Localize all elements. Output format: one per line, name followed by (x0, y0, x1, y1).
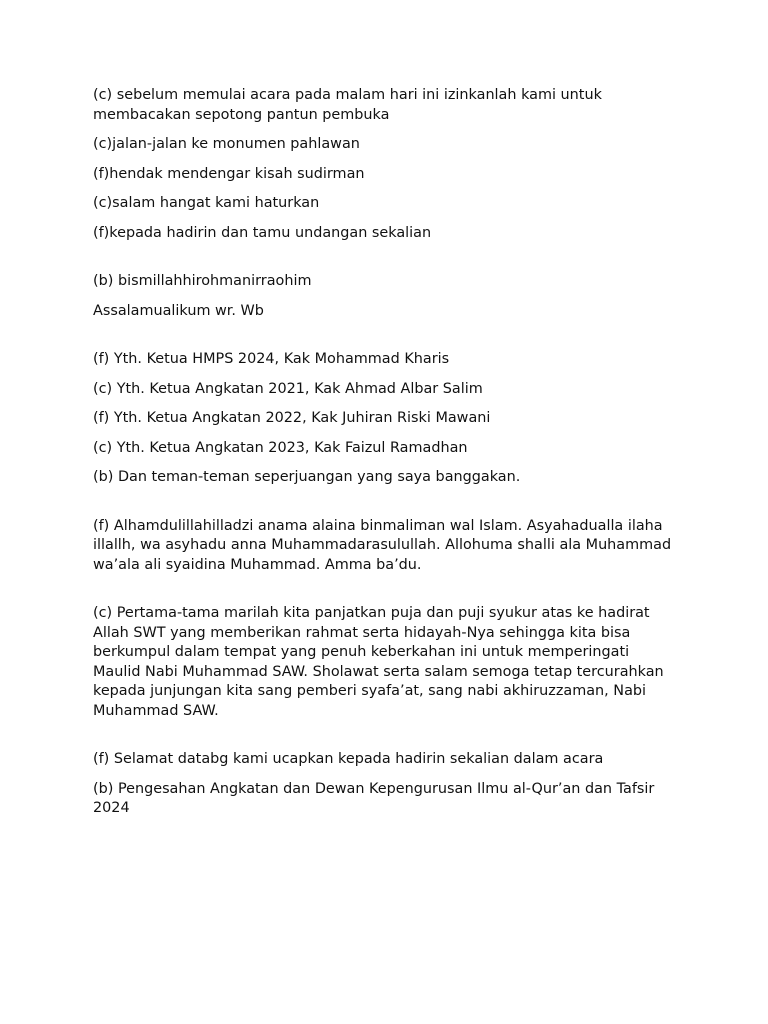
paragraph: (b) bismillahhirohmanirraohim (93, 273, 312, 289)
paragraph: (c)jalan-jalan ke monumen pahlawan (93, 136, 360, 152)
blank-line (93, 731, 673, 750)
blank-line (93, 253, 673, 272)
paragraph: Assalamualikum wr. Wb (93, 302, 264, 319)
document-page (93, 86, 673, 829)
paragraph: (c) Yth. Ketua Angkatan 2021, Kak Ahmad Albar Salim (93, 380, 483, 397)
paragraph: (f) Alhamdulillahilladzi anama alaina binmaliman wal Islam. Asyahadualla ilaha illallh, wa asyhadu anna Muhammadarasulullah. Allohuma shalli ala Muhammad wa’ala ali syaidina Muhammad. Amma ba’du. (93, 517, 672, 573)
paragraph: (f) Selamat databg kami ucapkan kepada hadirin sekalian dalam acara (93, 751, 604, 767)
blank-line (93, 585, 673, 604)
blank-line (93, 331, 673, 350)
paragraph: (c) Yth. Ketua Angkatan 2023, Kak Faizul Ramadhan (93, 439, 468, 456)
paragraph: (f)hendak mendengar kisah sudirman (93, 165, 365, 182)
paragraph: (c) sebelum memulai acara pada malam hari ini izinkanlah kami untuk membacakan sepotong pantun pembuka (93, 87, 602, 123)
paragraph: (b) Dan teman-teman seperjuangan yang saya banggakan. (93, 469, 521, 485)
paragraph: (f) Yth. Ketua HMPS 2024, Kak Mohammad Kharis (93, 351, 450, 367)
paragraph: (f)kepada hadirin dan tamu undangan sekalian (93, 224, 432, 241)
paragraph: (c) Pertama-tama marilah kita panjatkan puja dan puji syukur atas ke hadirat Allah SWT yang memberikan rahmat serta hidayah-Nya sehingga kita bisa berkumpul dalam tempat yang penuh keberkahan ini untuk memperingati Maulid Nabi Muhammad SAW. Sholawat serta salam semoga tetap tercurahkan kepada junjungan kita sang pemberi syafa’at, sang nabi akhiruzzaman, Nabi Muhammad SAW. (93, 605, 664, 719)
paragraph: (b) Pengesahan Angkatan dan Dewan Kepengurusan Ilmu al-Qur’an dan Tafsir 2024 (93, 780, 655, 816)
paragraph: (c)salam hangat kami haturkan (93, 195, 320, 211)
blank-line (93, 498, 673, 517)
paragraph: (f) Yth. Ketua Angkatan 2022, Kak Juhiran Riski Mawani (93, 410, 491, 426)
